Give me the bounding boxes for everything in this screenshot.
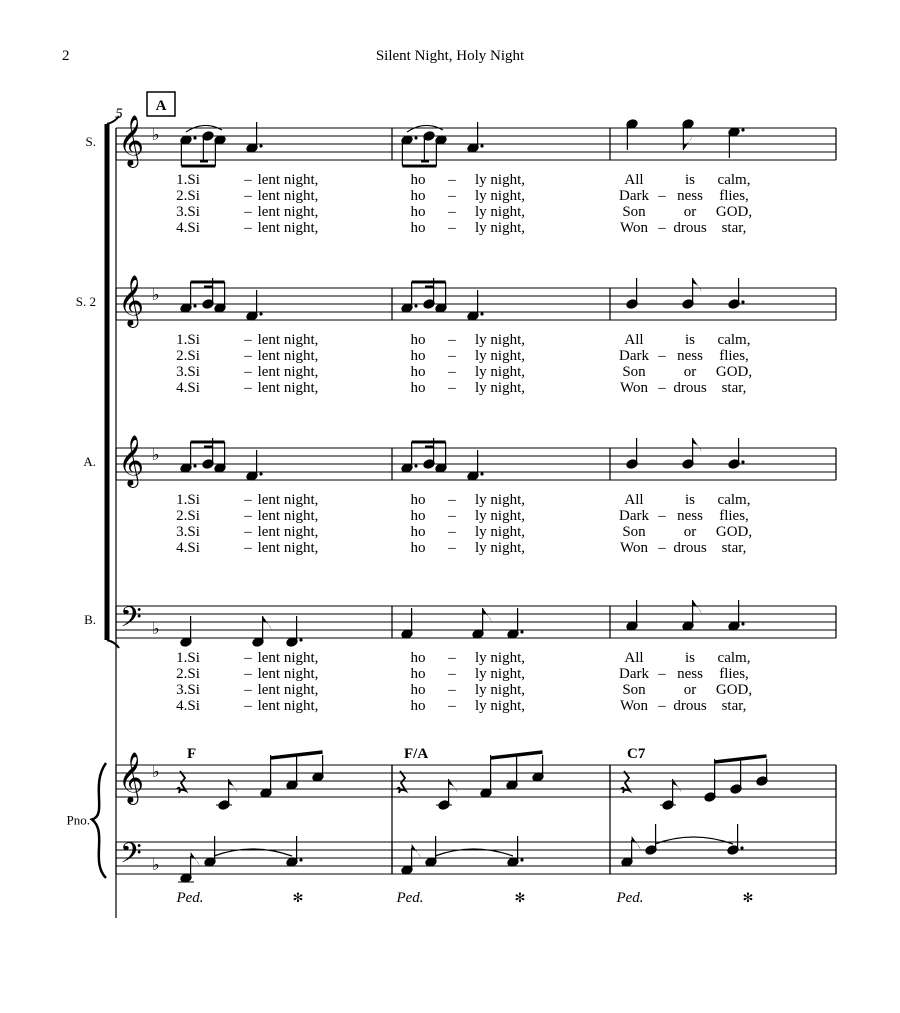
lyric-syllable: ho xyxy=(410,364,426,380)
lyric-syllable: Son xyxy=(622,682,646,698)
lyric-syllable: – xyxy=(448,666,456,682)
lyric-syllable: 1.Si xyxy=(176,492,200,508)
lyric-syllable: ho xyxy=(410,204,426,220)
lyric-syllable: ho xyxy=(410,682,426,698)
note-flag xyxy=(632,836,641,850)
lyric-syllable: lent night, xyxy=(257,188,319,204)
lyric-syllable: All xyxy=(624,172,644,188)
lyric-syllable: ly night, xyxy=(474,508,526,524)
lyric-syllable: All xyxy=(624,492,644,508)
lyric-syllable: – xyxy=(448,348,456,364)
lyric-syllable: – xyxy=(448,682,456,698)
augmentation-dot xyxy=(741,460,744,463)
piano-treble-staff xyxy=(116,765,836,797)
lyric-syllable: ness xyxy=(677,666,703,682)
lyric-syllable: calm, xyxy=(717,492,751,508)
lyric-syllable: ness xyxy=(677,508,703,524)
lyric-syllable: 3.Si xyxy=(176,204,200,220)
lyric-syllable: ho xyxy=(410,172,426,188)
lyric-syllable: ho xyxy=(410,188,426,204)
lyric-syllable: ho xyxy=(410,666,426,682)
lyric-syllable: lent night, xyxy=(257,666,319,682)
staff-name-1: S. xyxy=(85,134,96,149)
lyric-syllable: – xyxy=(448,332,456,348)
lyric-syllable: ho xyxy=(410,524,426,540)
lyric-syllable: ly night, xyxy=(474,220,526,236)
lyric-syllable: lent night, xyxy=(257,524,319,540)
augmentation-dot xyxy=(741,622,744,625)
page-title: Silent Night, Holy Night xyxy=(375,48,525,64)
lyric-syllable: Won xyxy=(620,380,648,396)
lyric-syllable: lent night, xyxy=(257,492,319,508)
lyric-syllable: – xyxy=(448,508,456,524)
lyric-syllable: ly night, xyxy=(474,188,526,204)
lyric-syllable: – xyxy=(448,492,456,508)
lyric-syllable: – xyxy=(244,364,252,380)
lyric-syllable: GOD, xyxy=(715,524,753,540)
lyric-syllable: – xyxy=(448,540,456,556)
lyric-syllable: – xyxy=(244,172,252,188)
lyric-syllable: – xyxy=(244,188,252,204)
note-flag xyxy=(483,608,492,622)
lyric-syllable: Dark xyxy=(619,188,649,204)
flat-icon: ♭ xyxy=(152,619,160,638)
lyric-syllable: All xyxy=(624,650,644,666)
quarter-rest-icon xyxy=(177,771,186,793)
lyric-syllable: Dark xyxy=(619,666,649,682)
pedal-mark: Ped. xyxy=(396,890,424,906)
lyric-syllable: star, xyxy=(721,698,747,714)
lyric-syllable: is xyxy=(684,492,696,508)
augmentation-dot xyxy=(480,144,483,147)
lyric-syllable: lent night, xyxy=(257,172,319,188)
augmentation-dot xyxy=(741,300,744,303)
lyric-syllable: – xyxy=(244,682,252,698)
pedal-mark: Ped. xyxy=(176,890,204,906)
lyric-syllable: – xyxy=(448,172,456,188)
lyric-syllable: ly night, xyxy=(474,380,526,396)
chord-symbol: F/A xyxy=(404,746,429,762)
lyric-syllable: – xyxy=(244,650,252,666)
augmentation-dot xyxy=(741,128,744,131)
augmentation-dot xyxy=(299,858,302,861)
lyric-syllable: or xyxy=(683,364,697,380)
treble-clef-icon: 𝄞 xyxy=(118,275,145,326)
lyric-syllable: ho xyxy=(410,348,426,364)
flat-icon: ♭ xyxy=(152,762,160,781)
lyric-syllable: ly night, xyxy=(474,682,526,698)
lyric-syllable: 3.Si xyxy=(176,364,200,380)
lyric-syllable: ho xyxy=(410,220,426,236)
lyric-syllable: Son xyxy=(622,364,646,380)
lyric-syllable: or xyxy=(683,682,697,698)
slur xyxy=(407,125,443,132)
augmentation-dot xyxy=(520,630,523,633)
slur xyxy=(186,125,222,132)
flat-icon: ♭ xyxy=(152,285,160,304)
note-flag xyxy=(263,616,272,630)
lyric-syllable: lent night, xyxy=(257,348,319,364)
treble-clef-icon: 𝄞 xyxy=(118,115,145,166)
bass-clef-icon: 𝄢 xyxy=(120,837,142,877)
lyric-syllable: Won xyxy=(620,220,648,236)
augmentation-dot xyxy=(299,638,302,641)
lyric-syllable: – xyxy=(244,380,252,396)
lyric-syllable: GOD, xyxy=(715,204,753,220)
lyric-syllable: drous xyxy=(673,540,707,556)
lyric-syllable: star, xyxy=(721,220,747,236)
lyric-syllable: ly night, xyxy=(474,524,526,540)
lyric-syllable: – xyxy=(244,540,252,556)
note-flag xyxy=(191,852,200,866)
lyric-syllable: star, xyxy=(721,380,747,396)
lyric-syllable: ho xyxy=(410,508,426,524)
lyric-syllable: – xyxy=(244,524,252,540)
lyric-syllable: lent night, xyxy=(257,380,319,396)
lyric-syllable: – xyxy=(244,332,252,348)
piano-label: Pno. xyxy=(66,812,90,828)
lyric-syllable: 2.Si xyxy=(176,188,200,204)
lyric-syllable: 4.Si xyxy=(176,220,200,236)
lyric-syllable: ho xyxy=(410,332,426,348)
lyric-syllable: ly night, xyxy=(474,172,526,188)
pedal-mark: Ped. xyxy=(616,890,644,906)
lyric-syllable: ly night, xyxy=(474,666,526,682)
note-flag xyxy=(683,136,692,150)
lyric-syllable: GOD, xyxy=(715,682,753,698)
lyric-syllable: Son xyxy=(622,524,646,540)
lyric-syllable: drous xyxy=(673,220,707,236)
page-number: 2 xyxy=(62,48,70,64)
lyric-syllable: 1.Si xyxy=(176,332,200,348)
chord-symbol: F xyxy=(187,746,197,762)
augmentation-dot xyxy=(193,304,196,307)
lyric-syllable: is xyxy=(684,650,696,666)
lyric-syllable: – xyxy=(244,698,252,714)
lyric-syllable: – xyxy=(244,348,252,364)
lyric-syllable: – xyxy=(658,508,666,524)
lyric-syllable: 2.Si xyxy=(176,508,200,524)
lyric-syllable: ho xyxy=(410,380,426,396)
lyric-syllable: – xyxy=(448,188,456,204)
lyric-syllable: calm, xyxy=(717,650,751,666)
lyric-syllable: 1.Si xyxy=(176,172,200,188)
augmentation-dot xyxy=(414,136,417,139)
staff-name-3: A. xyxy=(83,454,96,469)
augmentation-dot xyxy=(259,144,262,147)
pedal-release-icon: ✻ xyxy=(742,891,754,906)
flat-icon: ♭ xyxy=(152,855,160,874)
lyric-syllable: flies, xyxy=(719,508,749,524)
lyric-syllable: – xyxy=(658,188,666,204)
lyric-syllable: – xyxy=(244,508,252,524)
lyric-syllable: flies, xyxy=(719,188,749,204)
lyric-syllable: Dark xyxy=(619,508,649,524)
augmentation-dot xyxy=(480,312,483,315)
lyric-syllable: – xyxy=(244,220,252,236)
lyric-syllable: – xyxy=(658,666,666,682)
lyric-syllable: Dark xyxy=(619,348,649,364)
tie xyxy=(655,837,733,844)
treble-clef-icon: 𝄞 xyxy=(118,752,145,803)
lyric-syllable: GOD, xyxy=(715,364,753,380)
lyric-syllable: lent night, xyxy=(257,204,319,220)
lyric-syllable: ly night, xyxy=(474,348,526,364)
lyric-syllable: lent night, xyxy=(257,364,319,380)
lyric-syllable: or xyxy=(683,524,697,540)
augmentation-dot xyxy=(480,472,483,475)
lyric-syllable: – xyxy=(244,204,252,220)
augmentation-dot xyxy=(193,136,196,139)
lyric-syllable: – xyxy=(448,380,456,396)
lyric-syllable: ly night, xyxy=(474,540,526,556)
lyric-syllable: 4.Si xyxy=(176,698,200,714)
lyric-syllable: – xyxy=(448,650,456,666)
lyric-syllable: 4.Si xyxy=(176,380,200,396)
pedal-release-icon: ✻ xyxy=(292,891,304,906)
augmentation-dot xyxy=(259,472,262,475)
lyric-syllable: is xyxy=(684,332,696,348)
lyric-syllable: – xyxy=(658,220,666,236)
lyric-syllable: ly night, xyxy=(474,492,526,508)
lyric-syllable: – xyxy=(448,698,456,714)
lyric-syllable: – xyxy=(658,698,666,714)
lyric-syllable: lent night, xyxy=(257,682,319,698)
lyric-syllable: 3.Si xyxy=(176,682,200,698)
lyric-syllable: lent night, xyxy=(257,698,319,714)
lyric-syllable: – xyxy=(658,380,666,396)
treble-clef-icon: 𝄞 xyxy=(118,435,145,486)
pedal-release-icon: ✻ xyxy=(514,891,526,906)
lyric-syllable: ho xyxy=(410,540,426,556)
augmentation-dot xyxy=(193,464,196,467)
lyric-syllable: – xyxy=(448,524,456,540)
lyric-syllable: 2.Si xyxy=(176,348,200,364)
lyric-syllable: is xyxy=(684,172,696,188)
lyric-syllable: – xyxy=(244,492,252,508)
lyric-syllable: 1.Si xyxy=(176,650,200,666)
lyric-syllable: ly night, xyxy=(474,650,526,666)
lyric-syllable: ly night, xyxy=(474,364,526,380)
augmentation-dot xyxy=(259,312,262,315)
lyric-syllable: lent night, xyxy=(257,332,319,348)
lyric-syllable: calm, xyxy=(717,172,751,188)
lyric-syllable: ho xyxy=(410,492,426,508)
lyric-syllable: drous xyxy=(673,380,707,396)
augmentation-dot xyxy=(520,858,523,861)
quarter-rest-icon xyxy=(397,771,406,793)
bracket-bottom-hook xyxy=(107,640,119,648)
augmentation-dot xyxy=(414,464,417,467)
piano-bass-staff xyxy=(116,842,836,874)
note-flag xyxy=(693,600,702,614)
quarter-rest-icon xyxy=(621,771,630,793)
staff-name-2: S. 2 xyxy=(75,294,96,309)
lyric-syllable: 3.Si xyxy=(176,524,200,540)
lyric-syllable: star, xyxy=(721,540,747,556)
lyric-syllable: 4.Si xyxy=(176,540,200,556)
note-flag xyxy=(412,844,421,858)
lyric-syllable: ly night, xyxy=(474,332,526,348)
lyric-syllable: – xyxy=(448,220,456,236)
lyric-syllable: flies, xyxy=(719,348,749,364)
augmentation-dot xyxy=(414,304,417,307)
flat-icon: ♭ xyxy=(152,125,160,144)
bass-clef-icon: 𝄢 xyxy=(120,601,142,641)
lyric-syllable: ness xyxy=(677,188,703,204)
note-flag xyxy=(693,278,702,292)
lyric-syllable: – xyxy=(658,540,666,556)
augmentation-dot xyxy=(740,846,743,849)
chord-symbol: C7 xyxy=(627,746,646,762)
lyric-syllable: Won xyxy=(620,698,648,714)
lyric-syllable: ho xyxy=(410,698,426,714)
note-flag xyxy=(693,438,702,452)
lyric-syllable: 2.Si xyxy=(176,666,200,682)
flat-icon: ♭ xyxy=(152,445,160,464)
lyric-syllable: ho xyxy=(410,650,426,666)
lyric-syllable: lent night, xyxy=(257,220,319,236)
lyric-syllable: ness xyxy=(677,348,703,364)
lyric-syllable: – xyxy=(658,348,666,364)
lyric-syllable: ly night, xyxy=(474,698,526,714)
lyric-syllable: Won xyxy=(620,540,648,556)
lyric-syllable: Son xyxy=(622,204,646,220)
lyric-syllable: – xyxy=(448,204,456,220)
lyric-syllable: All xyxy=(624,332,644,348)
piano-brace xyxy=(92,763,106,878)
lyric-syllable: flies, xyxy=(719,666,749,682)
lyric-syllable: lent night, xyxy=(257,650,319,666)
lyric-syllable: drous xyxy=(673,698,707,714)
measure-number: 5 xyxy=(115,106,123,122)
lyric-syllable: – xyxy=(244,666,252,682)
lyric-syllable: lent night, xyxy=(257,540,319,556)
rehearsal-mark: A xyxy=(155,98,167,114)
staff-name-4: B. xyxy=(84,612,96,627)
lyric-syllable: calm, xyxy=(717,332,751,348)
lyric-syllable: or xyxy=(683,204,697,220)
lyric-syllable: – xyxy=(448,364,456,380)
lyric-syllable: lent night, xyxy=(257,508,319,524)
lyric-syllable: ly night, xyxy=(474,204,526,220)
